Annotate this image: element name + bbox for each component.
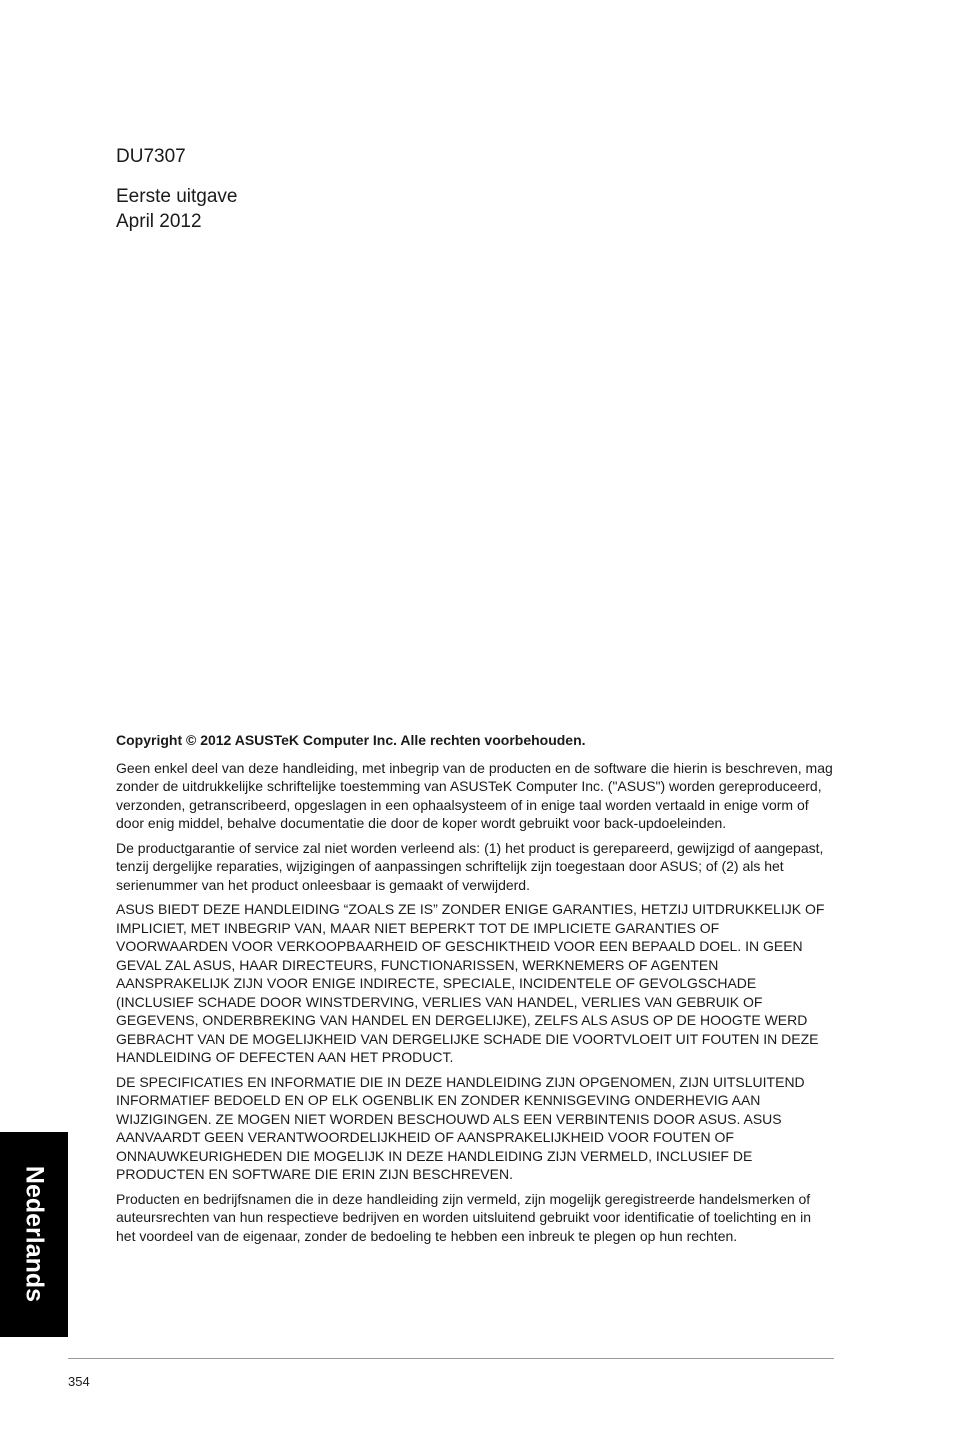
edition-date: April 2012 <box>116 211 202 232</box>
footer-divider <box>68 1358 834 1359</box>
legal-paragraph-trademarks: Producten en bedrijfsnamen die in deze handleiding zijn vermeld, zijn mogelijk geregistreerde handelsmerken of auteursrechten van hun respectieve bedrijven en worden uitsluitend gebruikt voor identificatie of toelichting en in het voordeel van de eigenaar, zonder de bedoeling te hebben een inbreuk te plegen op hun rechten. <box>116 1190 811 1244</box>
legal-paragraph-warranty-service: De productgarantie of service zal niet worden verleend als: (1) het product is gerepareerd, gewijzigd of aangepast, tenzij dergelijke reparaties, wijzigingen of aanpassingen schriftelijk zijn toegestaan door ASUS; of (2) als het serienummer van het product onleesbaar is gemaakt of verwijderd. <box>116 839 824 893</box>
language-tab-label: Nederlands <box>20 1165 49 1303</box>
language-side-tab <box>0 1132 68 1337</box>
legal-paragraph-disclaimer: ASUS BIEDT DEZE HANDLEIDING “ZOALS ZE IS” ZONDER ENIGE GARANTIES, HETZIJ UITDRUKKELIJK OF IMPLICIET, MET INBEGRIP VAN, MAAR NIET BEPERKT TOT DE IMPLICIETE GARANTIES OF VOORWAARDEN VOOR VERKOOPBAARHEID OF GESCHIKTHEID VOOR EEN BEPAALD DOEL. IN GEEN GEVAL ZAL ASUS, HAAR DIRECTEURS, FUNCTIONARISSEN, WERKNEMERS OF AGENTEN AANSPRAKELIJK ZIJN VOOR ENIGE INDIRECTE, SPECIALE, INCIDENTELE OF GEVOLGSCHADE (INCLUSIEF SCHADE DOOR WINSTDERVING, VERLIES VAN HANDEL, VERLIES VAN GEBRUIK OF GEGEVENS, ONDERBREKING VAN HANDEL EN DERGELIJKE), ZELFS ALS ASUS OP DE HOOGTE WERD GEBRACHT VAN DE MOGELIJKHEID VAN DERGELIJKE SCHADE DIE VOORTVLOEIT UIT FOUTEN IN DEZE HANDLEIDING OF DEFECTEN AAN HET PRODUCT. <box>116 901 825 1065</box>
legal-notice <box>116 731 834 1251</box>
copyright-notice: Copyright © 2012 ASUSTeK Computer Inc. Alle rechten voorbehouden. <box>116 732 586 748</box>
edition-label: Eerste uitgave <box>116 186 238 207</box>
document-code: DU7307 <box>116 146 186 167</box>
edition-block <box>116 184 237 234</box>
page-number: 354 <box>68 1374 90 1389</box>
legal-paragraph-reproduction: Geen enkel deel van deze handleiding, met inbegrip van de producten en de software die hierin is beschreven, mag zonder de uitdrukkelijke schriftelijke toestemming van ASUSTeK Computer Inc. ("ASUS") worden gereproduceerd, verzonden, getranscribeerd, opgeslagen in een ophaalsysteem of in enige taal worden vertaald in enige vorm of door enig middel, behalve documentatie die door de koper wordt gebruikt voor back-updoeleinden. <box>116 759 833 831</box>
legal-paragraph-specifications: DE SPECIFICATIES EN INFORMATIE DIE IN DEZE HANDLEIDING ZIJN OPGENOMEN, ZIJN UITSLUITEND INFORMATIEF BEDOELD EN OP ELK OGENBLIK EN ZONDER KENNISGEVING ONDERHEVIG AAN WIJZIGINGEN. ZE MOGEN NIET WORDEN BESCHOUWD ALS EEN VERBINTENIS DOOR ASUS. ASUS AANVAARDT GEEN VERANTWOORDELIJKHEID OF AANSPRAKELIJKHEID VOOR FOUTEN OF ONNAUWKEURIGHEDEN DIE MOGELIJK IN DEZE HANDLEIDING ZIJN VERMELD, INCLUSIEF DE PRODUCTEN EN SOFTWARE DIE ERIN ZIJN BESCHREVEN. <box>116 1073 805 1182</box>
